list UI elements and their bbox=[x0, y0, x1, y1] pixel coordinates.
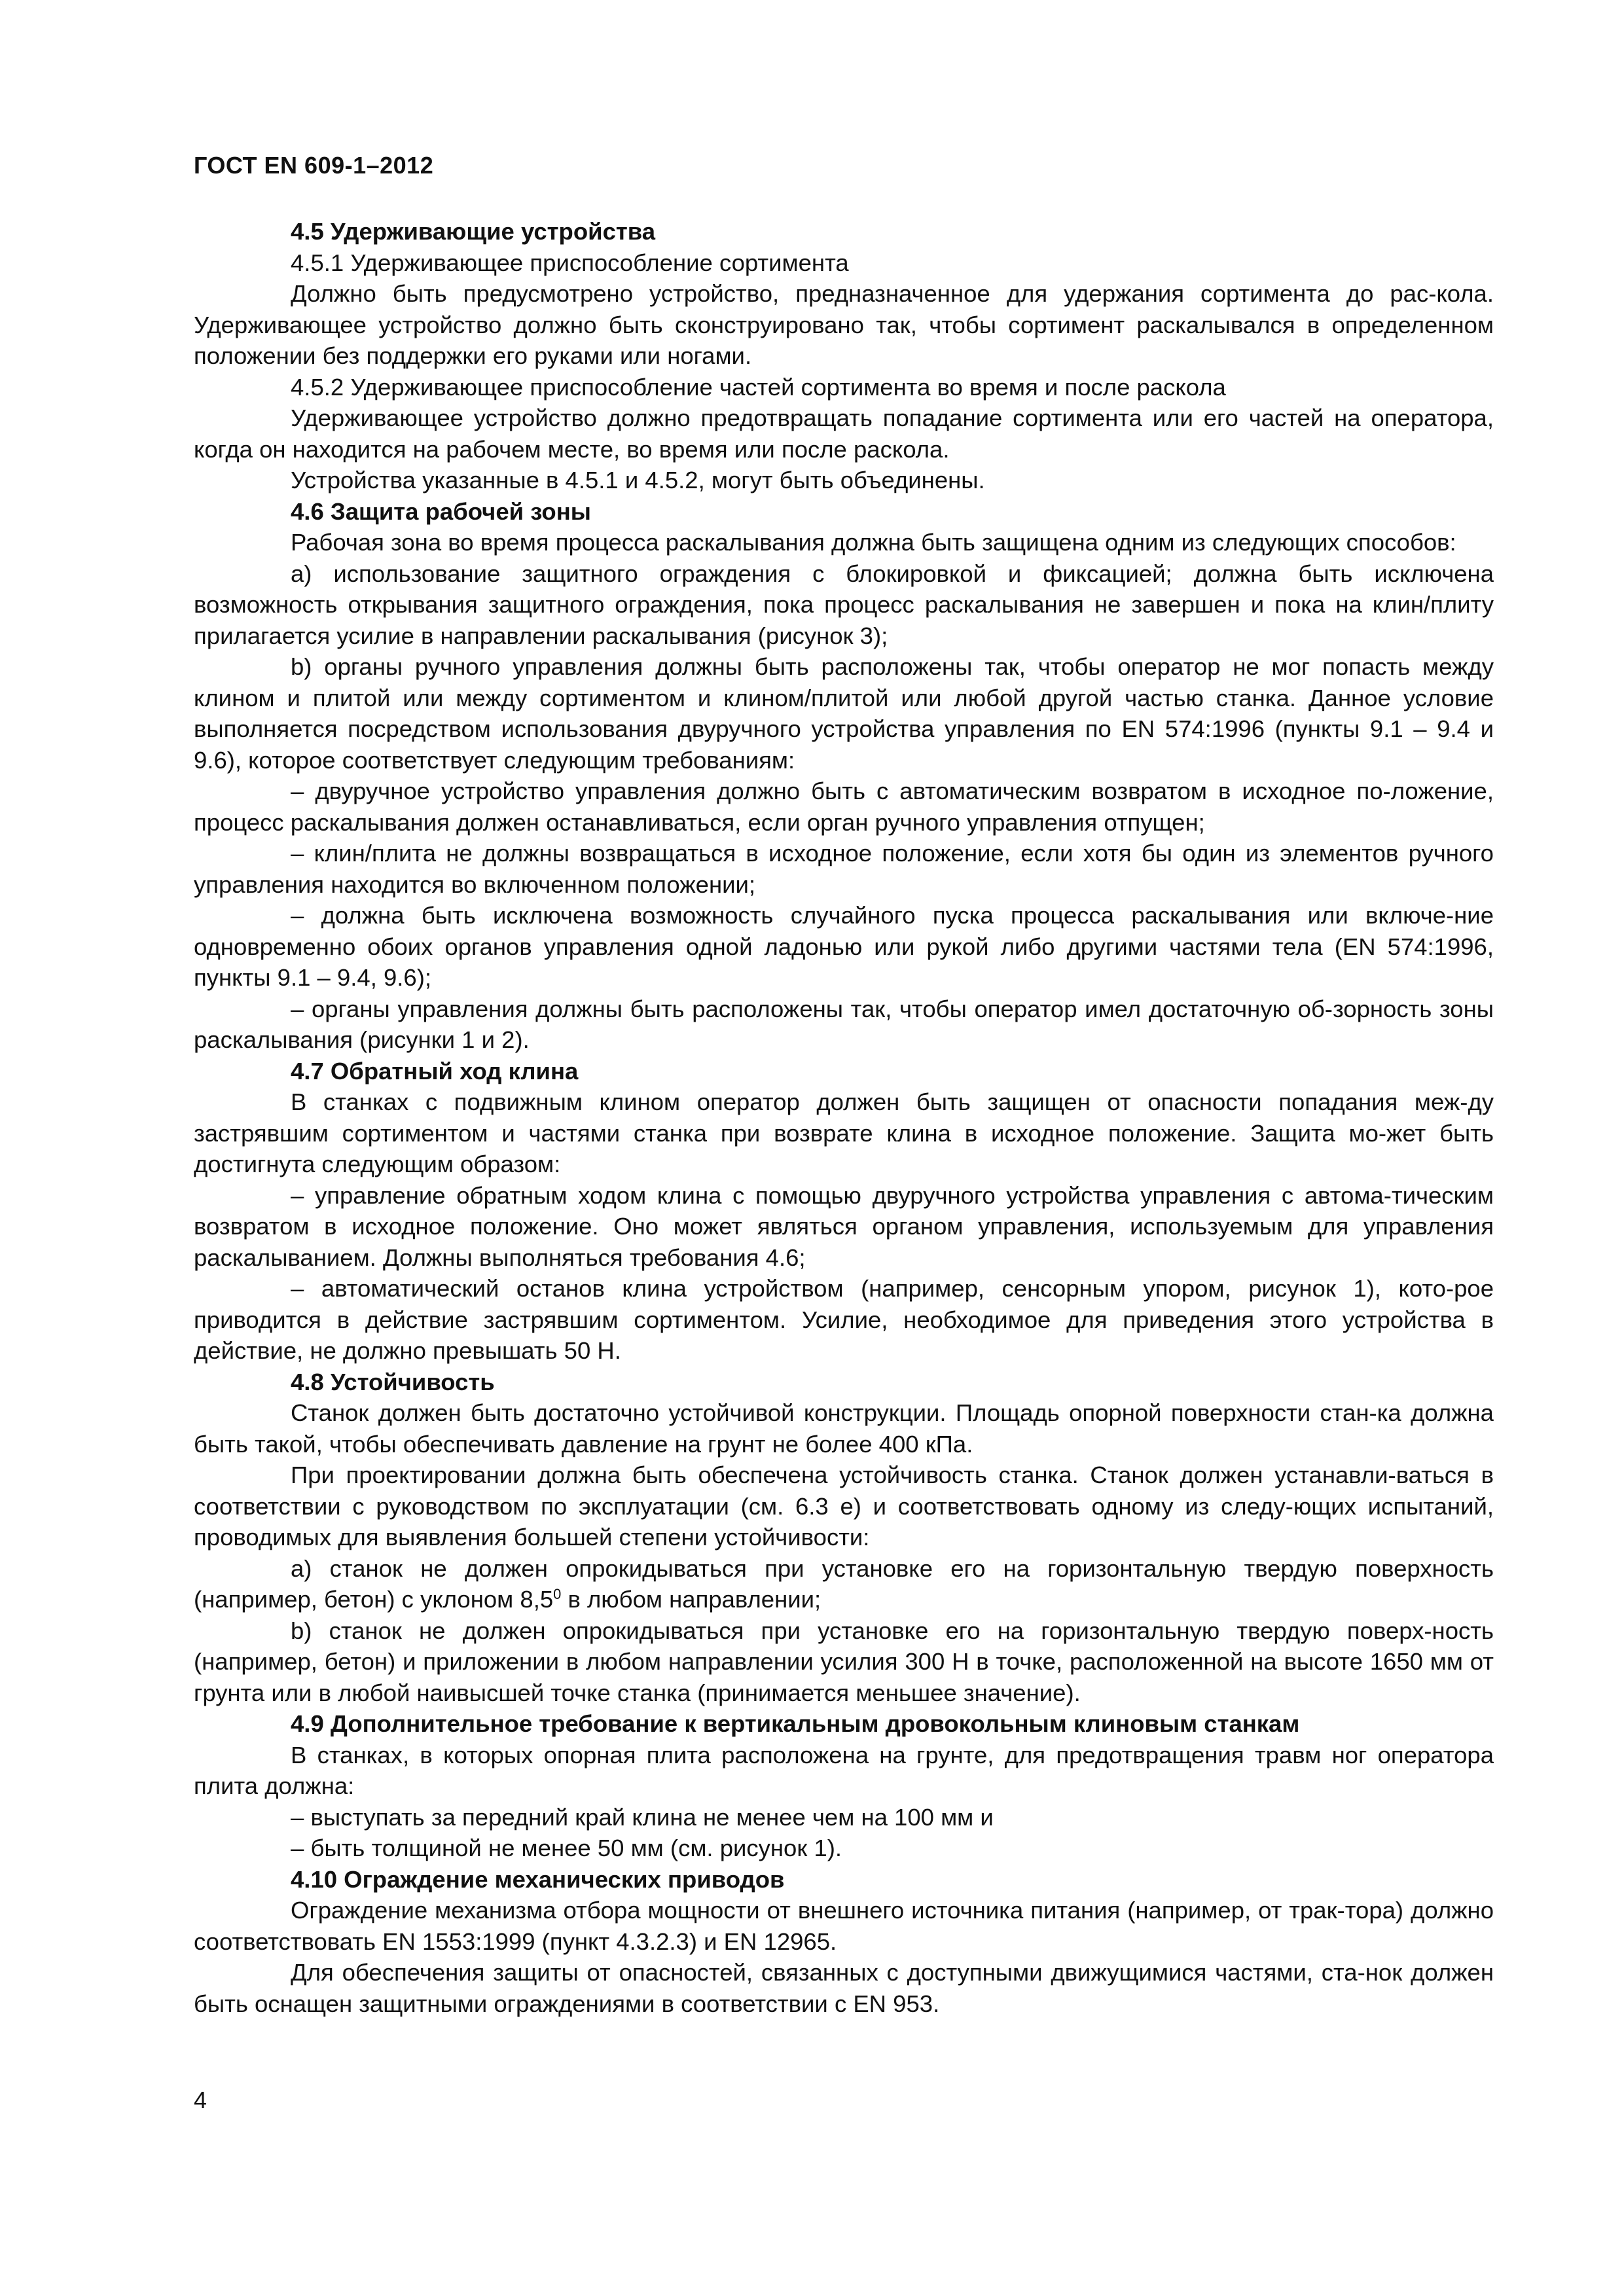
document-header: ГОСТ EN 609-1–2012 bbox=[194, 152, 434, 179]
section-4-8-heading: 4.8 Устойчивость bbox=[291, 1368, 495, 1395]
dash-item: – управление обратным ходом клина с помощью двуручного устройства управления с автома-тическим возвратом в исходное положение. Оно может являться органом управления, используемым для управления раскалыванием. Должны выполняться требования 4.6; bbox=[194, 1181, 1494, 1271]
document-body bbox=[194, 216, 1494, 2019]
list-item: b) станок не должен опрокидываться при установке его на горизонтальную твердую поверх-ность (например, бетон) и приложении в любом направлении усилия 300 Н в точке, расположенной на высоте 1650 мм от грунта или в любой наивысшей точке станка (принимается меньшее значение). bbox=[194, 1617, 1494, 1706]
paragraph: Станок должен быть достаточно устойчивой конструкции. Площадь опорной поверхности стан-ка должна быть такой, чтобы обеспечивать давление на грунт не более 400 кПа. bbox=[194, 1399, 1494, 1458]
degree-superscript: 0 bbox=[553, 1585, 562, 1602]
paragraph: Для обеспечения защиты от опасностей, связанных с доступными движущимися частями, ста-нок должен быть оснащен защитными ограждениями в соответствии с EN 953. bbox=[194, 1959, 1494, 2017]
list-item: а) использование защитного ограждения с блокировкой и фиксацией; должна быть исключена возможность открывания защитного ограждения, пока процесс раскалывания не завершен и пока на клин/плиту прилагается усилие в направлении раскалывания (рисунок 3); bbox=[194, 560, 1494, 649]
section-4-7-heading: 4.7 Обратный ход клина bbox=[291, 1057, 579, 1085]
paragraph: Удерживающее устройство должно предотвращать попадание сортимента или его частей на оператора, когда он находится на рабочем месте, во время или после раскола. bbox=[194, 404, 1494, 463]
page-number: 4 bbox=[194, 2087, 208, 2113]
paragraph: Ограждение механизма отбора мощности от внешнего источника питания (например, от трак-тора) должно соответствовать EN 1553:1999 (пункт 4.3.2.3) и EN 12965. bbox=[194, 1897, 1494, 1955]
list-item bbox=[194, 1553, 1494, 1615]
paragraph: Должно быть предусмотрено устройство, предназначенное для удержания сортимента до рас-кола. Удерживающее устройство должно быть сконструировано так, чтобы сортимент раскалывался в определенном положении без поддержки его руками или ногами. bbox=[194, 280, 1494, 369]
list-item: b) органы ручного управления должны быть расположены так, чтобы оператор не мог попасть между клином и плитой или между сортиментом и клином/плитой или любой другой частью станка. Данное условие выполняется посредством использования двуручного устройства управления по EN 574:1996 (пункты 9.1 – 9.4 и 9.6), которое соответствует следующим требованиям: bbox=[194, 653, 1494, 774]
subsection-4-5-2-heading: 4.5.2 Удерживающее приспособление частей сортимента во время и после раскола bbox=[291, 373, 1226, 401]
section-4-5-heading: 4.5 Удерживающие устройства bbox=[291, 218, 656, 245]
section-4-6-heading: 4.6 Защита рабочей зоны bbox=[291, 497, 591, 525]
dash-item: – двуручное устройство управления должно быть с автоматическим возвратом в исходное по-ложение, процесс раскалывания должен останавливаться, если орган ручного управления отпущен; bbox=[194, 778, 1494, 836]
paragraph: Устройства указанные в 4.5.1 и 4.5.2, могут быть объединены. bbox=[291, 467, 985, 493]
dash-item: – клин/плита не должны возвращаться в исходное положение, если хотя бы один из элементов ручного управления находится во включенном положении; bbox=[194, 840, 1494, 898]
section-4-10-heading: 4.10 Ограждение механических приводов bbox=[291, 1865, 785, 1893]
paragraph: При проектировании должна быть обеспечена устойчивость станка. Станок должен устанавли-ваться в соответствии с руководством по эксплуатации (см. 6.3 е) и соответствовать одному из следу-ющих испытаний, проводимых для выявления большей степени устойчивости: bbox=[194, 1462, 1494, 1551]
dash-item: – быть толщиной не менее 50 мм (см. рисунок 1). bbox=[291, 1835, 842, 1861]
subsection-4-5-1-heading: 4.5.1 Удерживающее приспособление сортимента bbox=[291, 249, 849, 276]
list-item-text: в любом направлении; bbox=[561, 1586, 821, 1613]
dash-item: – должна быть исключена возможность случайного пуска процесса раскалывания или включе-ние одновременно обоих органов управления одной ладонью или рукой либо другими частями тела (EN 574:1996, пункты 9.1 – 9.4, 9.6); bbox=[194, 902, 1494, 991]
paragraph: Рабочая зона во время процесса раскалывания должна быть защищена одним из следующих способов: bbox=[291, 529, 1456, 556]
paragraph: В станках с подвижным клином оператор должен быть защищен от опасности попадания меж-ду застрявшим сортиментом и частями станка при возврате клина в исходное положение. Защита мо-жет быть достигнута следующим образом: bbox=[194, 1088, 1494, 1177]
dash-item: – выступать за передний край клина не менее чем на 100 мм и bbox=[291, 1803, 994, 1831]
dash-item: – автоматический останов клина устройством (например, сенсорным упором, рисунок 1), кото-рое приводится в действие застрявшим сортиментом. Усилие, необходимое для приведения этого устройства в действие, не должно превышать 50 Н. bbox=[194, 1275, 1494, 1364]
list-item-text: а) станок не должен опрокидываться при установке его на горизонтальную твердую поверхность (например, бетон) с уклоном 8,5 bbox=[194, 1554, 1494, 1613]
dash-item: – органы управления должны быть расположены так, чтобы оператор имел достаточную об-зорность зоны раскалывания (рисунки 1 и 2). bbox=[194, 995, 1494, 1053]
paragraph: В станках, в которых опорная плита расположена на грунте, для предотвращения травм ног оператора плита должна: bbox=[194, 1741, 1494, 1799]
section-4-9-heading: 4.9 Дополнительное требование к вертикальным дровокольным клиновым станкам bbox=[291, 1710, 1300, 1737]
